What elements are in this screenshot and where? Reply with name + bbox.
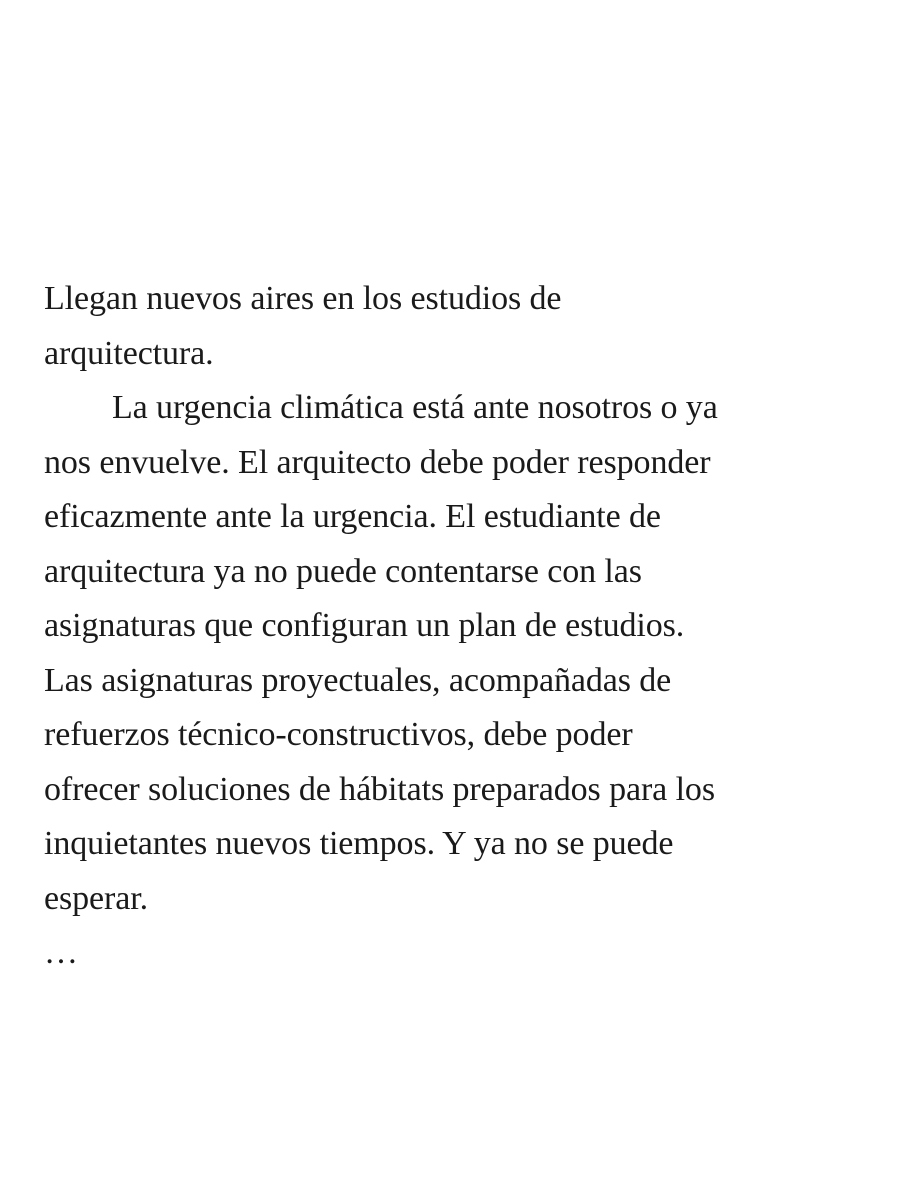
paragraph-main [44, 381, 874, 926]
ellipsis: … [44, 934, 78, 971]
text-line: La urgencia climática está ante nosotros o ya [112, 389, 718, 426]
text-line: esperar. [44, 879, 148, 917]
paragraph-intro [44, 272, 874, 381]
text-line: arquitectura. [44, 334, 214, 372]
text-line: inquietantes nuevos tiempos. Y ya no se puede [44, 825, 674, 862]
text-line: Llegan nuevos aires en los estudios de [44, 280, 562, 317]
text-line: Las asignaturas proyectuales, acompañadas de [44, 661, 672, 699]
text-line: arquitectura ya no puede contentarse con las [44, 552, 642, 590]
document-body [44, 272, 874, 981]
text-line: ofrecer soluciones de hábitats preparados para los [44, 770, 715, 808]
text-line: eficazmente ante la urgencia. El estudiante de [44, 498, 661, 535]
text-line: nos envuelve. El arquitecto debe poder responder [44, 443, 711, 481]
text-line: asignaturas que configuran un plan de estudios. [44, 607, 685, 644]
text-line: refuerzos técnico-constructivos, debe poder [44, 716, 633, 753]
